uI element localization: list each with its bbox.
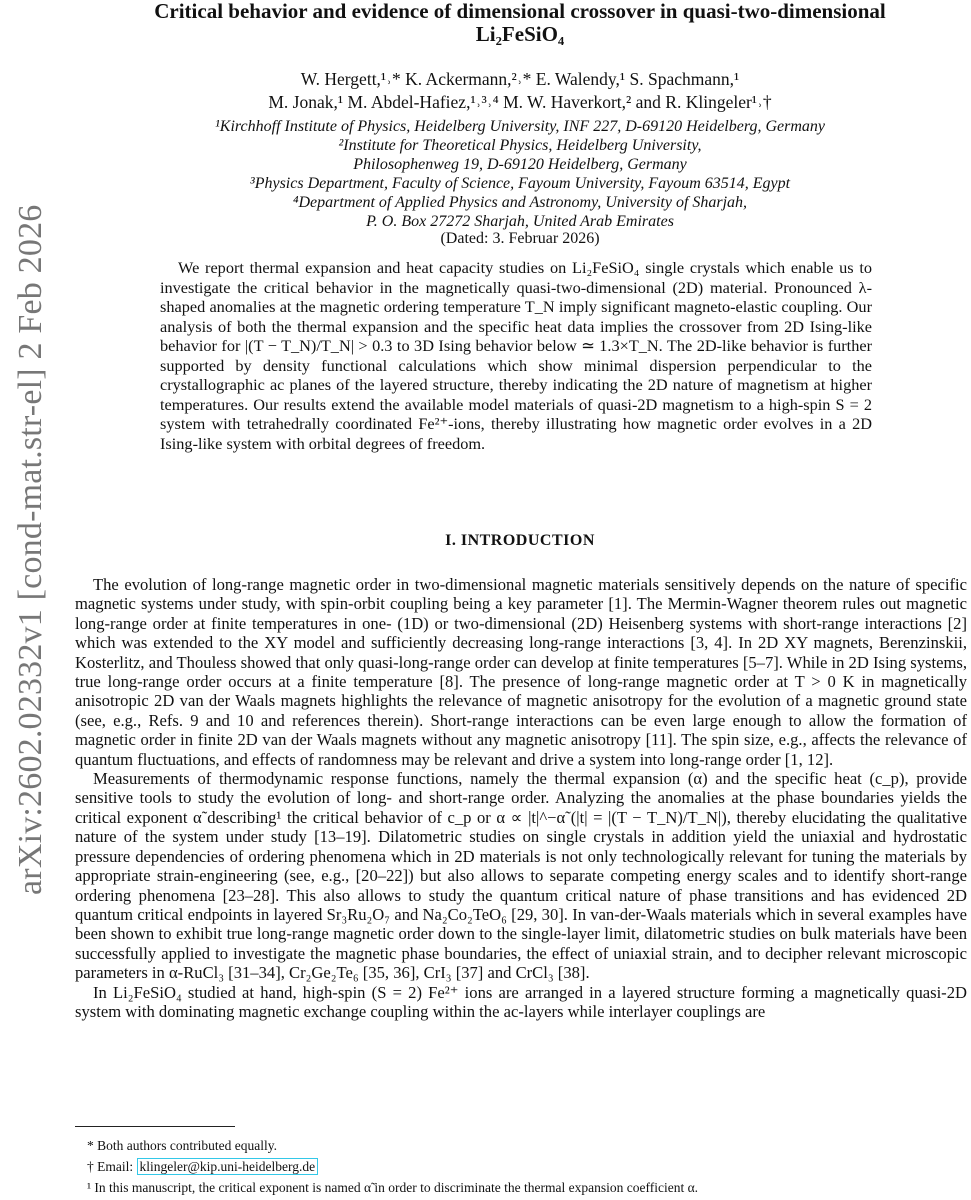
arxiv-side-label: arXiv:2602.02332v1 [cond-mat.str-el] 2 Feb 2026	[12, 204, 49, 895]
affiliation-line: ¹Kirchhoff Institute of Physics, Heidelberg University, INF 227, D-69120 Heidelberg, Germany	[214, 118, 826, 135]
paper-title	[75, 0, 965, 46]
section-heading: I. INTRODUCTION	[445, 532, 595, 549]
affiliation-line: ⁴Department of Applied Physics and Astronomy, University of Sharjah,	[292, 194, 748, 211]
email-prefix: † Email:	[87, 1159, 137, 1174]
footnote-equal-contribution: * Both authors contributed equally.	[87, 1138, 277, 1153]
affiliation-line: ³Physics Department, Faculty of Science, Fayoum University, Fayoum 63514, Egypt	[249, 175, 791, 192]
affiliation-line: P. O. Box 27272 Sharjah, United Arab Emirates	[366, 213, 674, 230]
footnote-1: ¹ In this manuscript, the critical exponent is named α̃ in order to discriminate the thermal expansion coefficient α.	[87, 1180, 699, 1195]
paragraph: Measurements of thermodynamic response functions, namely the thermal expansion (α) and the specific heat (c_p), provide sensitive tools to study the evolution of long- and short-range order. Analyzing the anomalies at the phase boundaries yields the critical exponent α̃ describing¹ the critical behavior of c_p or α ∝ |t|^−α̃ (|t| = |(T − T_N)/T_N|), thereby elucidating the qualitative nature of the system under study [13–19]. Dilatometric studies on single crystals in addition yield the uniaxial and hydrostatic pressure dependencies of ordering phenomena which in 2D materials is not only technologically relevant for tuning the materials by appropriate strain-engineering (see, e.g., [20–22]) but also allows to separate competing energy scales and to identify short-range ordering phenomena [23–28]. This also allows to study the quantum critical nature of phase transitions and has evidenced 2D quantum critical endpoints in layered Sr₃Ru₂O₇ and Na₂Co₂TeO₆ [29, 30]. In van-der-Waals materials which in several examples have been shown to exhibit true long-range magnetic order down to the single-layer limit, dilatometric studies on bulk materials have been successfully applied to investigate the magnetic phase boundaries, the effect of uniaxial strain, and to decipher relevant microscopic parameters in α-RuCl₃ [31–34], Cr₂Ge₂Te₆ [35, 36], CrI₃ [37] and CrCl₃ [38].	[75, 769, 967, 983]
email-link[interactable]: klingeler@kip.uni-heidelberg.de	[137, 1158, 319, 1175]
title-line-2: Li₂FeSiO₄	[475, 22, 565, 46]
affiliation-line: Philosophenweg 19, D-69120 Heidelberg, Germany	[353, 156, 687, 173]
footnote-divider	[75, 1126, 235, 1127]
author-line-1: W. Hergett,¹˒* K. Ackermann,²˒* E. Walendy,¹ S. Spachmann,¹	[300, 69, 740, 89]
title-line-1: Critical behavior and evidence of dimensional crossover in quasi-two-dimensional	[154, 0, 886, 23]
footnote-email	[75, 1156, 965, 1177]
body-text	[75, 575, 967, 1021]
affiliations	[75, 117, 965, 231]
abstract: We report thermal expansion and heat capacity studies on Li₂FeSiO₄ single crystals which enable us to investigate the critical behavior in the magnetically quasi-two-dimensional (2D) material. Pronounced λ-shaped anomalies at the magnetic ordering temperature T_N imply significant magneto-elastic coupling. Our analysis of both the thermal expansion and the specific heat data implies the crossover from 2D Ising-like behavior for |(T − T_N)/T_N| > 0.3 to 3D Ising behavior below ≃ 1.3×T_N. The 2D-like behavior is further supported by density functional calculations which show minimal dispersion perpendicular to the crystallographic ac planes of the layered structure, thereby indicating the 2D nature of magnetism at higher temperatures. Our results extend the available model materials of quasi-2D magnetism to a high-spin S = 2 system with tetrahedrally coordinated Fe²⁺-ions, thereby illustrating how magnetic order evolves in a 2D Ising-like system with orbital degrees of freedom.	[160, 258, 872, 453]
affiliation-line: ²Institute for Theoretical Physics, Heidelberg University,	[338, 137, 702, 154]
footnotes	[75, 1135, 965, 1198]
date-line: (Dated: 3. Februar 2026)	[440, 230, 600, 247]
paragraph: In Li₂FeSiO₄ studied at hand, high-spin (S = 2) Fe²⁺ ions are arranged in a layered structure forming a magnetically quasi-2D system with dominating magnetic exchange coupling within the ac-layers while interlayer couplings are	[75, 982, 967, 1021]
author-list	[75, 68, 965, 114]
paragraph: The evolution of long-range magnetic order in two-dimensional magnetic materials sensitively depends on the nature of specific magnetic systems under study, with spin-orbit coupling being a key parameter [1]. The Mermin-Wagner theorem rules out magnetic long-range order at finite temperatures in one- (1D) or two-dimensional (2D) Heisenberg systems with short-range interactions [2] which was extended to the XY model and sufficiently decreasing long-range interactions [3, 4]. In 2D XY magnets, Berenzinskii, Kosterlitz, and Thouless showed that only quasi-long-range order can develop at finite temperatures [5–7]. While in 2D Ising systems, true long-range order occurs at a finite temperature [8]. The presence of long-range magnetic order at T > 0 K in magnetically anisotropic 2D van der Waals magnets highlights the relevance of magnetic anisotropy for the evolution of a magnetic ground state (see, e.g., Refs. 9 and 10 and references therein). Short-range interactions can be even large enough to allow the formation of magnetic order in finite 2D van der Waals magnets without any magnetic anisotropy [11]. The spin size, e.g., affects the relevance of quantum fluctuations, and effects of randomness may be relevant and drive a system into long-range order [1, 12].	[75, 575, 968, 769]
author-line-2: M. Jonak,¹ M. Abdel-Hafiez,¹˒³˒⁴ M. W. Haverkort,² and R. Klingeler¹˒†	[268, 92, 772, 112]
